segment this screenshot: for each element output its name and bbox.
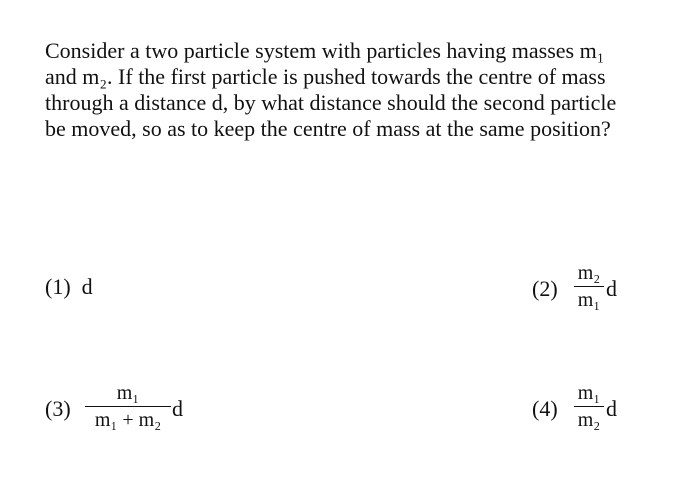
option-3-fraction xyxy=(85,382,171,431)
option-1-number: (1) xyxy=(45,274,71,299)
option-2-suffix: d xyxy=(606,276,617,301)
option-2-number: (2) xyxy=(532,276,558,301)
option-2 xyxy=(532,262,652,322)
question-line-2: and m₂. If the first particle is pushed towards the centre of mass xyxy=(45,64,606,89)
option-3-numerator: m₁ xyxy=(116,382,140,404)
fraction-bar xyxy=(574,286,604,287)
option-3-number: (3) xyxy=(45,396,71,421)
option-4-fraction xyxy=(574,382,604,431)
question-line-3: through a distance d, by what distance should the second particle xyxy=(45,90,617,115)
option-4 xyxy=(532,382,652,442)
option-3 xyxy=(45,382,205,442)
option-2-fraction xyxy=(574,262,604,311)
option-4-number: (4) xyxy=(532,396,558,421)
fraction-bar xyxy=(85,406,171,407)
fraction-bar xyxy=(574,406,604,407)
option-1-expression: d xyxy=(81,274,93,299)
option-3-denominator: m₁ + m₂ xyxy=(94,409,162,431)
question-line-1: Consider a two particle system with particles having masses m₁ xyxy=(45,38,605,63)
option-4-numerator: m₁ xyxy=(577,382,601,404)
option-4-denominator: m₂ xyxy=(577,409,601,431)
option-4-suffix: d xyxy=(606,396,617,421)
option-3-suffix: d xyxy=(172,396,183,421)
option-1 xyxy=(45,274,93,300)
question-line-4: be moved, so as to keep the centre of mass at the same position? xyxy=(45,116,611,141)
option-2-denominator: m₁ xyxy=(577,289,601,311)
option-2-numerator: m₂ xyxy=(577,262,601,284)
question-text xyxy=(45,38,665,142)
